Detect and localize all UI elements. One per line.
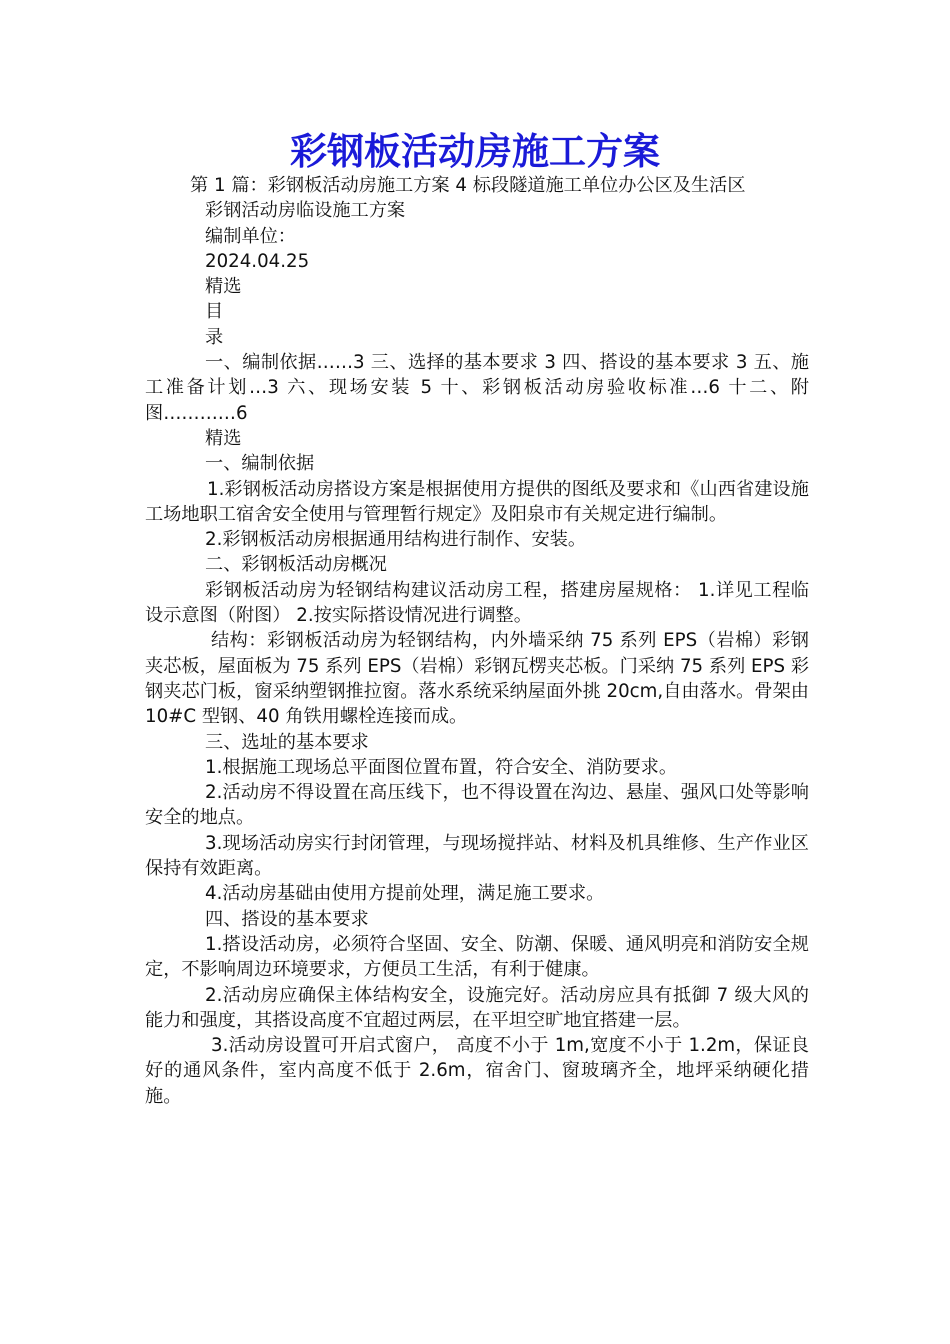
section-heading-3: 三、选址的基本要求 — [205, 731, 369, 753]
paragraph-jingxuan: 精选 — [205, 276, 242, 298]
document-body — [145, 173, 809, 1109]
paragraph-date: 2024.04.25 — [205, 250, 310, 272]
paragraph-toc-label-1: 目 — [205, 301, 224, 323]
paragraph-author-unit: 编制单位： — [205, 225, 296, 247]
paragraph-toc-label-2: 录 — [205, 326, 224, 348]
paragraph-basis-2: 2.彩钢板活动房根据通用结构进行制作、安装。 — [205, 529, 587, 551]
document-title: 彩钢板活动房施工方案 — [290, 129, 660, 173]
paragraph-site-3: 3.现场活动房实行封闭管理，与现场搅拌站、材料及机具维修、生产作业区保持有效距离。 — [145, 832, 809, 880]
paragraph-toc: 一、编制依据……3 三、选择的基本要求 3 四、搭设的基本要求 3 五、施工准备计划…3 六、现场安装 5 十、彩钢板活动房验收标准…6 十二、附图…………6 — [145, 352, 809, 424]
paragraph-build-3: 3.活动房设置可开启式窗户， 高度不小于 1m,宽度不小于 1.2m，保证良好的通风条件，室内高度不低于 2.6m，宿舍门、窗玻璃齐全，地坪采纳硬化措施。 — [145, 1035, 809, 1107]
paragraph-overview: 彩钢板活动房为轻钢结构建议活动房工程，搭建房屋规格： 1.详见工程临设示意图（附图） 2.按实际搭设情况进行调整。 — [145, 579, 809, 627]
paragraph-intro: 第 1 篇：彩钢板活动房施工方案 4 标段隧道施工单位办公区及生活区 — [190, 175, 746, 196]
paragraph-structure: 结构：彩钢板活动房为轻钢结构，内外墙采纳 75 系列 EPS（岩棉）彩钢夹芯板，屋面板为 75 系列 EPS（岩棉）彩钢瓦楞夹芯板。门采纳 75 系列 EPS 彩钢夹芯门板，窗采纳塑钢推拉窗。落水系统采纳屋面外挑 20cm,自由落水。骨架由 10#C 型钢、40 角铁用螺栓连接而成。 — [145, 630, 810, 728]
paragraph-site-4: 4.活动房基础由使用方提前处理，满足施工要求。 — [205, 883, 605, 905]
section-heading-1: 一、编制依据 — [205, 453, 315, 475]
paragraph-build-2: 2.活动房应确保主体结构安全，设施完好。活动房应具有抵御 7 级大风的能力和强度，其搭设高度不宜超过两层，在平坦空旷地宜搭建一层。 — [145, 984, 809, 1031]
paragraph-build-1: 1.搭设活动房，必须符合坚固、安全、防潮、保暖、通风明亮和消防安全规定，不影响周边环境要求，方便员工生活，有利于健康。 — [145, 933, 809, 981]
paragraph-jingxuan-2: 精选 — [205, 427, 242, 449]
paragraph-site-2: 2.活动房不得设置在高压线下，也不得设置在沟边、悬崖、强风口处等影响安全的地点。 — [145, 782, 809, 829]
paragraph-site-1: 1.根据施工现场总平面图位置布置，符合安全、消防要求。 — [205, 756, 678, 778]
section-heading-4: 四、搭设的基本要求 — [205, 908, 369, 930]
paragraph-plan-name: 彩钢活动房临设施工方案 — [205, 200, 406, 222]
section-heading-2: 二、彩钢板活动房概况 — [205, 554, 387, 576]
paragraph-basis-1: 1.彩钢板活动房搭设方案是根据使用方提供的图纸及要求和《山西省建设施工场地职工宿舍安全使用与管理暂行规定》及阳泉市有关规定进行编制。 — [145, 478, 809, 525]
